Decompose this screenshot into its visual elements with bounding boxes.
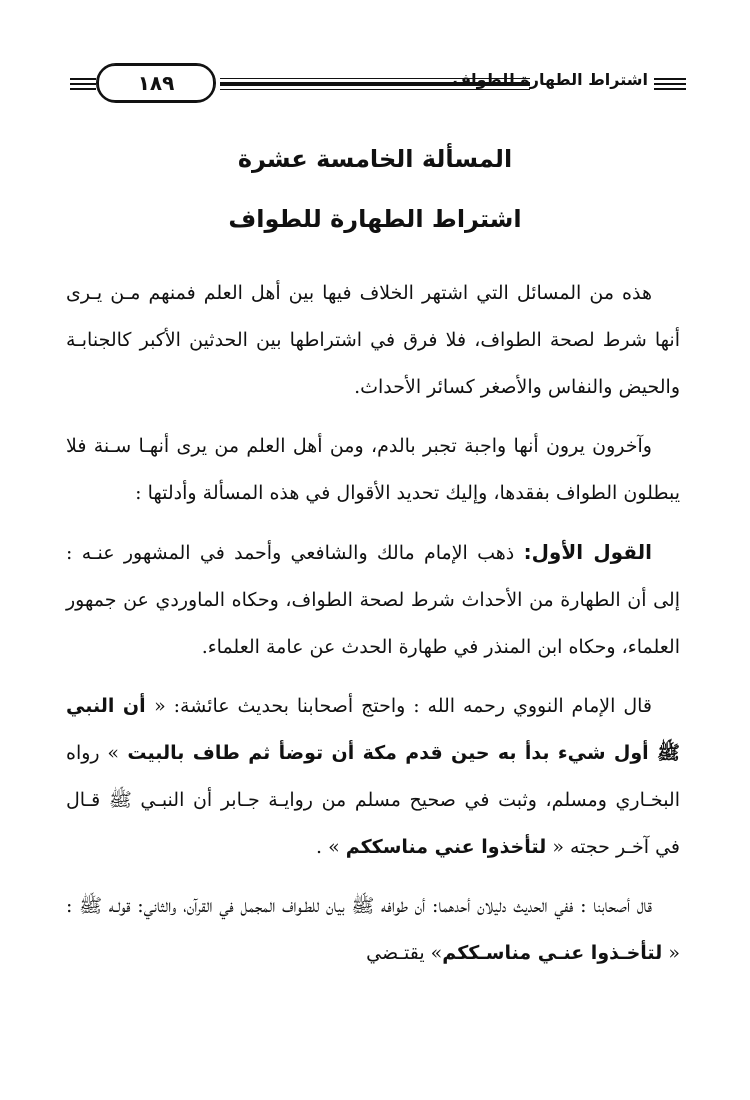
header-left-rule	[70, 78, 96, 80]
paragraph-text: قال الإمام النووي رحمه الله : واحتج أصحابنا بحديث عائشة: «	[154, 695, 652, 717]
paragraph-text: » يقتـضي	[366, 942, 443, 964]
paragraph	[66, 683, 680, 871]
running-header-title: اشتراط الطهارة للطواف	[452, 70, 648, 89]
page-header	[70, 64, 686, 108]
paragraph	[66, 883, 680, 977]
paragraph-text: » .	[315, 836, 346, 858]
paragraph	[66, 529, 680, 671]
paragraph-text: ذهب الإمام مالك والشافعي وأحمد في المشهور عنـه : إلى أن الطهارة من الأحداث شرط لصحة الطواف، وحكاه الماوردي عن جمهور العلماء، وحكاه ابن المنذر في طهارة الحدث عن عامة العلماء.	[66, 542, 680, 658]
paragraph-text: » رواه البخـاري ومسلم، وثبت في صحيح مسلم من روايـة جـابر أن النبـي ﷺ قـال في آخـر حجته «	[66, 742, 680, 858]
paragraph-lead: القول الأول:	[523, 540, 652, 564]
header-ornament	[654, 78, 686, 90]
paragraph-text: قال أصحابنا : ففي الحديث دليلان أحدهما: أن طوافه ﷺ بيان للطـواف المجمل في القرآن، والثاني: قولـه ﷺ : «	[66, 895, 680, 964]
hadith-quote: أن النبي ﷺ أول شيء بدأ به حين قدم مكة أن توضأ ثم طاف بالبيت	[66, 695, 681, 764]
page-number-frame	[97, 64, 215, 102]
section-title: المسألة الخامسة عشرة	[237, 145, 513, 173]
paragraph-text: وآخرون يرون أنها واجبة تجبر بالدم، ومن أهل العلم من يرى أنهـا سـنة فلا يبطلون الطواف بفقدها، وإليك تحديد الأقوال في هذه المسألة وأدلتها :	[66, 435, 680, 504]
hadith-quote: لتأخـذوا عنـي مناسـككم	[442, 942, 663, 964]
paragraph-text: هذه من المسائل التي اشتهر الخلاف فيها بين أهل العلم فمنهم مـن يـرى أنها شرط لصحة الطواف، فلا فرق في اشتراطها بين الحدثين الأكبر كالجنابـة والحيض والنفاس والأصغر كسائر الأحداث.	[66, 282, 680, 398]
body-text	[66, 270, 680, 989]
paragraph	[66, 423, 680, 517]
hadith-quote: لتأخذوا عني مناسككم	[345, 836, 547, 858]
section-subtitle: اشتراط الطهارة للطواف	[228, 205, 522, 233]
paragraph	[66, 270, 680, 411]
header-rule	[220, 89, 530, 90]
header-left-rule	[70, 88, 96, 90]
header-left-rule	[70, 83, 96, 85]
page-number: ١٨٩	[137, 71, 175, 95]
